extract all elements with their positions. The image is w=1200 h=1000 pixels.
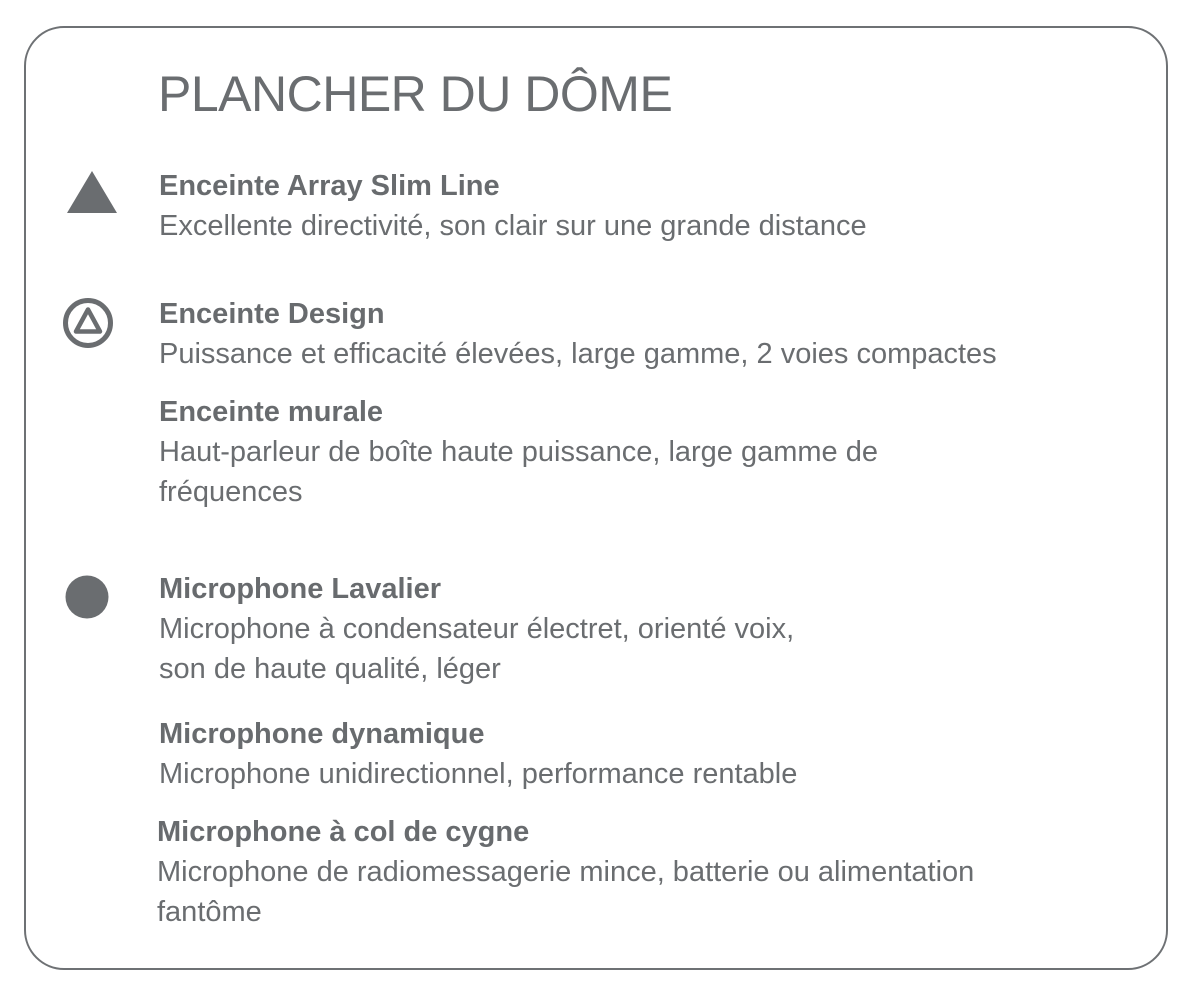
- legend-item-dynamique: [159, 714, 1149, 794]
- item-description: Haut-parleur de boîte haute puissance, large gamme de fréquences: [159, 436, 878, 508]
- item-name: Enceinte Array Slim Line: [159, 170, 500, 202]
- legend-item-murale: [159, 392, 1149, 512]
- item-description: Microphone de radiomessagerie mince, batterie ou alimentation fantôme: [157, 856, 975, 928]
- circled-triangle-icon: [62, 297, 114, 349]
- item-description: Puissance et efficacité élevées, large gamme, 2 voies compactes: [159, 338, 997, 370]
- legend-item-col-de-cygne: [157, 812, 1147, 932]
- item-name: Microphone à col de cygne: [157, 816, 530, 848]
- legend-item-lavalier: [159, 569, 1149, 689]
- item-description: Excellente directivité, son clair sur une grande distance: [159, 210, 867, 242]
- item-name: Enceinte Design: [159, 298, 385, 330]
- legend-item-design: [159, 294, 1149, 374]
- triangle-icon: [66, 170, 118, 214]
- item-description: Microphone à condensateur électret, orienté voix, son de haute qualité, léger: [159, 613, 795, 685]
- item-description: Microphone unidirectionnel, performance rentable: [159, 758, 798, 790]
- item-name: Enceinte murale: [159, 396, 384, 428]
- filled-circle-icon: [65, 575, 109, 619]
- legend-title: PLANCHER DU DÔME: [158, 66, 673, 122]
- item-name: Microphone dynamique: [159, 718, 485, 750]
- legend-item-array-slim-line: [159, 166, 1149, 246]
- item-name: Microphone Lavalier: [159, 573, 442, 605]
